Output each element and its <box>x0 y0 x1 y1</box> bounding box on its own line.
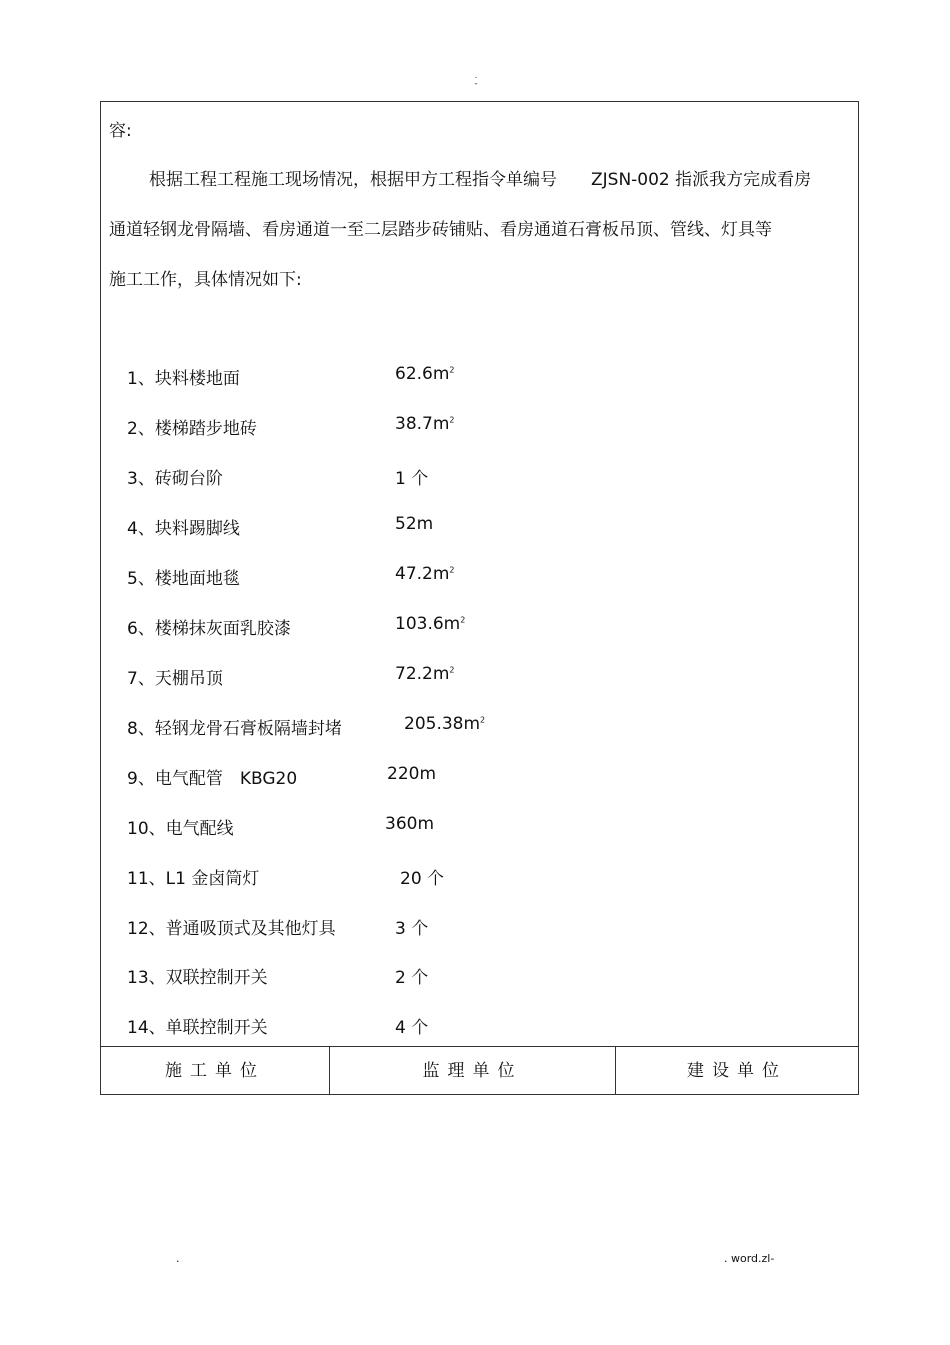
item-value-text: 1 个 <box>395 469 429 489</box>
document-table <box>100 101 859 1095</box>
item-name: 12、普通吸顶式及其他灯具 <box>127 919 336 939</box>
item-value-text: 103.6m <box>395 614 461 634</box>
item-value-text: 4 个 <box>395 1018 429 1038</box>
item-row <box>101 764 858 790</box>
item-value <box>395 364 455 384</box>
item-value-text: 72.2m <box>395 664 450 684</box>
item-value <box>395 1013 428 1038</box>
item-name: 1、块料楼地面 <box>127 369 240 389</box>
item-row <box>101 714 858 740</box>
item-name: 6、楼梯抹灰面乳胶漆 <box>127 619 291 639</box>
item-value-text: 3 个 <box>395 919 429 939</box>
item-row <box>101 464 858 490</box>
item-row <box>101 963 858 989</box>
item-value <box>395 963 428 988</box>
item-value-text: 205.38m <box>404 714 481 734</box>
owner-unit-label: 建设单位 <box>687 1061 787 1081</box>
unit-superscript: 2 <box>480 715 486 725</box>
construction-unit-label: 施工单位 <box>165 1061 265 1081</box>
item-name: 4、块料踢脚线 <box>127 519 240 539</box>
unit-superscript: 2 <box>449 365 455 375</box>
signature-row <box>101 1046 858 1095</box>
page-footer-left: . <box>176 1252 180 1265</box>
item-value <box>395 464 428 489</box>
item-name: 9、电气配管 KBG20 <box>127 769 298 789</box>
unit-superscript: 2 <box>449 565 455 575</box>
item-row <box>101 564 858 590</box>
item-row <box>101 914 858 940</box>
item-value <box>400 864 444 889</box>
page-footer-right: . word.zl- <box>724 1252 775 1265</box>
item-row <box>101 1013 858 1039</box>
item-row <box>101 364 858 390</box>
item-value <box>395 614 465 634</box>
paragraph-line-1: 根据工程工程施工现场情况，根据甲方工程指令单编号 ZJSN-002 指派我方完成看房 <box>149 170 812 190</box>
item-name: 14、单联控制开关 <box>127 1018 268 1038</box>
item-value <box>385 814 434 834</box>
page-header-mark: . - <box>474 71 478 89</box>
item-row <box>101 514 858 540</box>
item-value <box>395 564 455 584</box>
paragraph-line-2: 通道轻钢龙骨隔墙、看房通道一至二层踏步砖铺贴、看房通道石膏板吊顶、管线、灯具等 <box>109 220 772 240</box>
item-value <box>395 914 428 939</box>
item-value <box>387 764 436 784</box>
item-name: 2、楼梯踏步地砖 <box>127 419 257 439</box>
item-name: 10、电气配线 <box>127 819 234 839</box>
unit-superscript: 2 <box>449 665 455 675</box>
item-value <box>404 714 485 734</box>
item-value-text: 38.7m <box>395 414 450 434</box>
supervision-unit-label: 监理单位 <box>422 1061 523 1081</box>
item-row <box>101 814 858 840</box>
item-row <box>101 614 858 640</box>
item-value-text: 47.2m <box>395 564 450 584</box>
content-cell <box>101 102 858 1046</box>
content-label: 容: <box>109 121 132 141</box>
item-value-text: 220m <box>387 764 437 784</box>
unit-superscript: 2 <box>449 415 455 425</box>
item-value <box>395 664 455 684</box>
item-row <box>101 664 858 690</box>
item-name: 7、天棚吊顶 <box>127 669 223 689</box>
item-value-text: 52m <box>395 514 434 534</box>
item-value <box>395 514 433 534</box>
item-row <box>101 864 858 890</box>
item-value-text: 62.6m <box>395 364 450 384</box>
item-name: 11、L1 金卤筒灯 <box>127 869 260 889</box>
item-value-text: 2 个 <box>395 968 429 988</box>
item-name: 5、楼地面地毯 <box>127 569 240 589</box>
item-name: 3、砖砌台阶 <box>127 469 223 489</box>
item-name: 13、双联控制开关 <box>127 968 268 988</box>
item-value <box>395 414 455 434</box>
item-value-text: 360m <box>385 814 435 834</box>
paragraph-line-3: 施工工作，具体情况如下: <box>109 270 302 290</box>
unit-superscript: 2 <box>460 615 466 625</box>
item-name: 8、轻钢龙骨石膏板隔墙封堵 <box>127 719 342 739</box>
item-row <box>101 414 858 440</box>
item-value-text: 20 个 <box>400 869 445 889</box>
